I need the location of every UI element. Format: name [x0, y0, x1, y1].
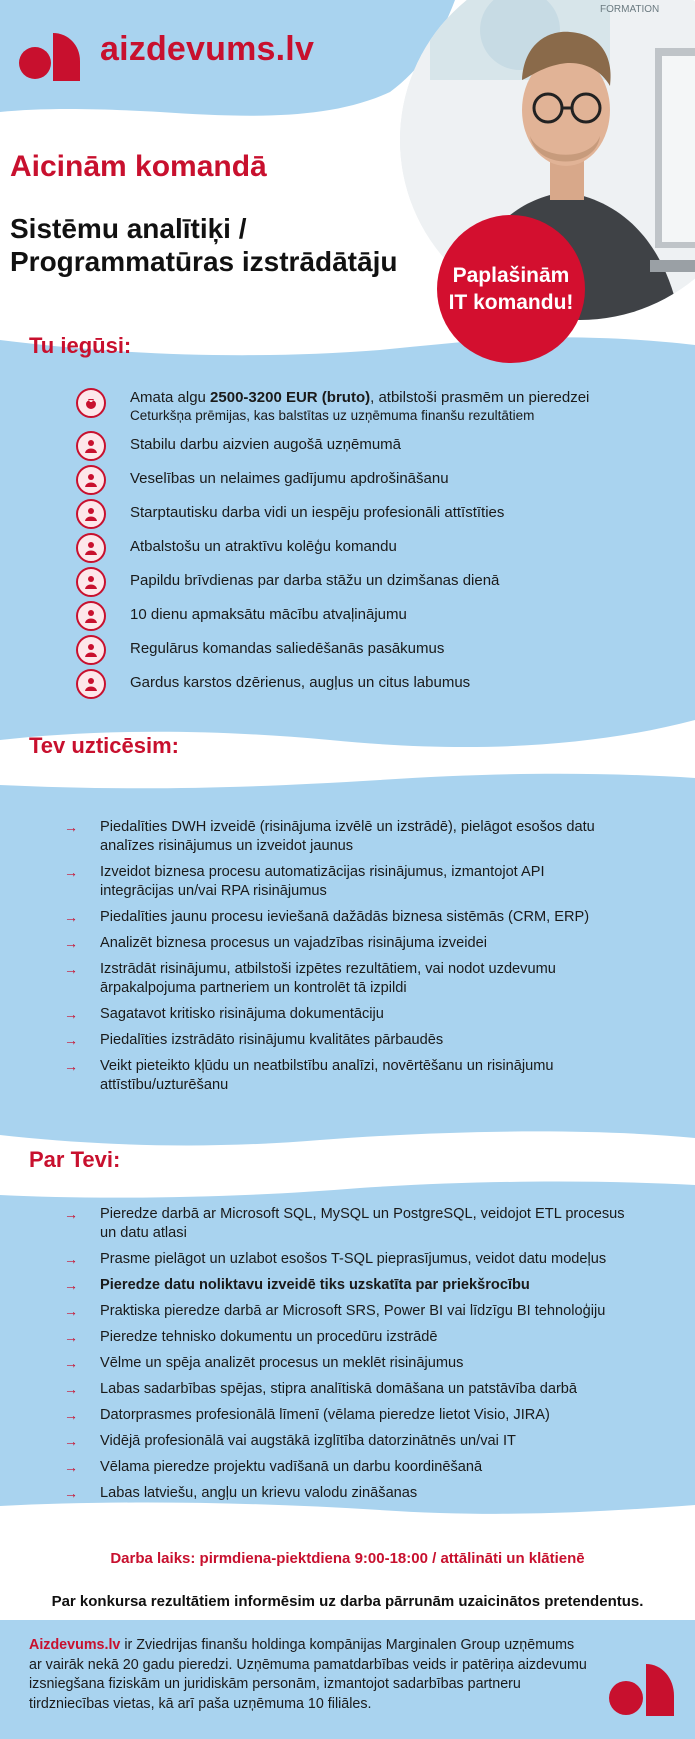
- arrow-icon: →: [64, 864, 78, 880]
- footer-line-1: ir Zviedrijas finanšu holdinga kompānijas Marginalen Group uzņēmums: [120, 1637, 575, 1653]
- arrow-icon: →: [64, 1459, 78, 1475]
- arrow-icon: →: [64, 1058, 78, 1074]
- arrow-icon: →: [64, 1329, 78, 1345]
- benefit-text: Stabilu darbu aizvien augošā uzņēmumā: [130, 436, 402, 453]
- arrow-icon: →: [64, 1206, 78, 1222]
- salary-amount: 2500-3200 EUR (bruto): [210, 389, 371, 406]
- list-item: [62, 1005, 662, 1024]
- list-item-line: Veikt pieteikto kļūdu un neatbilstību analīzi, novērtēšanu un risinājumu: [100, 1058, 554, 1074]
- list-item-line: ārpakalpojuma partneriem un kontrolēt tā izpildi: [100, 980, 407, 996]
- arrow-icon: →: [64, 1277, 78, 1293]
- requirements-title: Par Tevi:: [29, 1147, 121, 1172]
- list-item-line: un datu atlasi: [100, 1225, 187, 1241]
- list-item-line: Pieredze tehnisko dokumentu un procedūru izstrādē: [100, 1329, 438, 1345]
- page-title: Aicinām komandā: [10, 150, 267, 183]
- list-item-line: attīstību/uzturēšanu: [100, 1077, 229, 1093]
- arrow-icon: →: [64, 1485, 78, 1501]
- list-item-line: Analizēt biznesa procesus un vajadzības risinājuma izveidei: [100, 935, 487, 951]
- arrow-icon: →: [64, 961, 78, 977]
- list-item: [62, 1354, 662, 1373]
- list-item: [62, 1432, 662, 1451]
- list-item: [62, 1276, 662, 1295]
- list-item-line: Labas latviešu, angļu un krievu valodu zināšanas: [100, 1485, 418, 1501]
- position-title: [10, 212, 430, 278]
- list-item: [62, 960, 662, 998]
- list-item-line: Izveidot biznesa procesu automatizācijas risinājumus, izmantojot API: [100, 864, 545, 880]
- expanding-team-badge: [437, 215, 585, 363]
- thumbs-up-icon: [76, 431, 106, 461]
- list-item-line: Labas sadarbības spējas, stipra analītiskā domāšana un patstāvība darbā: [100, 1381, 578, 1397]
- list-item: [62, 1458, 662, 1477]
- list-item-line: Sagatavot kritisko risinājuma dokumentāciju: [100, 1006, 384, 1022]
- benefit-item: [76, 533, 676, 565]
- benefit-text: 10 dienu apmaksātu mācību atvaļinājumu: [130, 606, 407, 623]
- list-item: [62, 1328, 662, 1347]
- work-time: Darba laiks: pirmdiena-piektdiena 9:00-18:00 / attālināti un klātienē: [110, 1550, 585, 1567]
- money-bag-icon: [76, 388, 106, 418]
- photo-sign: FORMATION: [600, 4, 660, 15]
- list-item-line: analīzes risinājumus un izveidot jaunus: [100, 838, 354, 854]
- list-item: [62, 1484, 662, 1503]
- list-item-line: Piedalīties DWH izveidē (risinājuma izvēlē un izstrādē), pielāgot esošos datu: [100, 819, 595, 835]
- list-item: [62, 1205, 662, 1243]
- arrow-icon: →: [64, 1433, 78, 1449]
- team-icon: [76, 533, 106, 563]
- list-item-line: Piedalīties izstrādāto risinājumu kvalitātes pārbaudēs: [100, 1032, 444, 1048]
- benefit-text: Starptautisku darba vidi un iespēju profesionāli attīstīties: [130, 504, 505, 521]
- list-item: [62, 818, 662, 856]
- graduation-icon: [76, 601, 106, 631]
- list-item-line: Izstrādāt risinājumu, atbilstoši izpētes rezultātiem, vai nodot uzdevumu: [100, 961, 556, 977]
- arrow-icon: →: [64, 909, 78, 925]
- salary-text: [130, 389, 589, 406]
- list-item: [62, 1250, 662, 1269]
- arrow-icon: →: [64, 1355, 78, 1371]
- list-item-line: Vidējā profesionālā vai augstākā izglītība datorzinātnēs un/vai IT: [100, 1433, 516, 1449]
- list-item-line: Datorprasmes profesionālā līmenī (vēlama pieredze lietot Visio, JIRA): [100, 1407, 550, 1423]
- arrow-icon: →: [64, 1251, 78, 1267]
- benefit-item: [76, 567, 676, 599]
- event-icon: [76, 635, 106, 665]
- list-item-line: Pieredze datu noliktavu izveidē tiks uzskatīta par priekšrocību: [100, 1277, 530, 1293]
- footer-brand[interactable]: Aizdevums.lv: [29, 1637, 121, 1653]
- footer-logo-icon: [608, 1654, 678, 1718]
- logo-icon: [18, 25, 84, 83]
- list-item-line: Piedalīties jaunu procesu ieviešanā dažādās biznesa sistēmās (CRM, ERP): [100, 909, 590, 925]
- benefit-item: [76, 601, 676, 633]
- arrow-icon: →: [64, 935, 78, 951]
- list-item: [62, 1057, 662, 1095]
- list-item: [62, 1406, 662, 1425]
- logo-text[interactable]: aizdevums.lv: [100, 30, 315, 68]
- benefit-text: Veselības un nelaimes gadījumu apdrošināšanu: [130, 470, 449, 487]
- badge-line-2: IT komandu!: [448, 291, 574, 314]
- growth-icon: [76, 499, 106, 529]
- list-item: [62, 863, 662, 901]
- salary-prefix: Amata algu: [130, 389, 211, 406]
- list-item-line: Pieredze darbā ar Microsoft SQL, MySQL un PostgreSQL, veidojot ETL procesus: [100, 1206, 625, 1222]
- benefit-item: [76, 499, 676, 531]
- benefits-title: Tu iegūsi:: [29, 333, 132, 358]
- arrow-icon: →: [64, 1032, 78, 1048]
- footer-text: [29, 1636, 649, 1714]
- health-icon: [76, 465, 106, 495]
- arrow-icon: →: [64, 819, 78, 835]
- requirements-list: [62, 1205, 662, 1510]
- benefit-item: [76, 465, 676, 497]
- salary-bonus-text: Ceturkšņa prēmijas, kas balstītas uz uzņēmuma finanšu rezultātiem: [130, 408, 535, 423]
- list-item: [62, 1302, 662, 1321]
- list-item-line: integrācijas un/vai RPA risinājumus: [100, 883, 327, 899]
- footer-line-3: izsniegšana fiziskām un juridiskām personām, izmantojot sadarbības partneru: [29, 1676, 521, 1692]
- list-item: [62, 908, 662, 927]
- arrow-icon: →: [64, 1381, 78, 1397]
- benefit-item: [76, 635, 676, 667]
- arrow-icon: →: [64, 1006, 78, 1022]
- list-item-line: Praktiska pieredze darbā ar Microsoft SRS, Power BI vai līdzīgu BI tehnoloģiju: [100, 1303, 606, 1319]
- footer-line-4: tirdzniecības vietas, kā arī paša uzņēmuma 10 filiāles.: [29, 1695, 372, 1712]
- position-line-1: Sistēmu analītiķi /: [10, 213, 247, 244]
- list-item: [62, 1380, 662, 1399]
- benefit-item: [76, 431, 676, 463]
- arrow-icon: →: [64, 1303, 78, 1319]
- list-item-line: Vēlama pieredze projektu vadīšanā un darbu koordinēšanā: [100, 1459, 483, 1475]
- list-item-line: Vēlme un spēja analizēt procesus un meklēt risinājumus: [100, 1355, 464, 1371]
- benefit-text: Atbalstošu un atraktīvu kolēģu komandu: [130, 538, 397, 555]
- footer: [0, 1620, 695, 1739]
- results-note: Par konkursa rezultātiem informēsim uz darba pārrunām uzaicinātos pretendentus.: [51, 1593, 644, 1610]
- position-line-2: Programmatūras izstrādātāju: [10, 246, 398, 277]
- benefit-text: Regulārus komandas saliedēšanās pasākumus: [130, 640, 445, 657]
- list-item: [62, 934, 662, 953]
- vacation-icon: [76, 567, 106, 597]
- salary-suffix: , atbilstoši prasmēm un pieredzei: [370, 389, 590, 406]
- footer-line-2: ar vairāk nekā 20 gadu pieredzi. Uzņēmuma pamatdarbības veids ir patēriņa aizdevumu: [29, 1656, 587, 1673]
- arrow-icon: →: [64, 1407, 78, 1423]
- duties-list: [62, 818, 662, 1102]
- badge-line-1: Paplašinām: [452, 264, 570, 287]
- list-item: [62, 1031, 662, 1050]
- benefit-salary: [76, 388, 676, 428]
- coffee-icon: [76, 669, 106, 699]
- list-item-line: Prasme pielāgot un uzlabot esošos T-SQL pieprasījumus, veidot datu modeļus: [100, 1251, 607, 1267]
- benefit-text: Gardus karstos dzērienus, augļus un citus labumus: [130, 674, 471, 691]
- benefit-item: [76, 669, 676, 701]
- duties-title: Tev uzticēsim:: [29, 733, 179, 758]
- benefit-text: Papildu brīvdienas par darba stāžu un dzimšanas dienā: [130, 572, 500, 589]
